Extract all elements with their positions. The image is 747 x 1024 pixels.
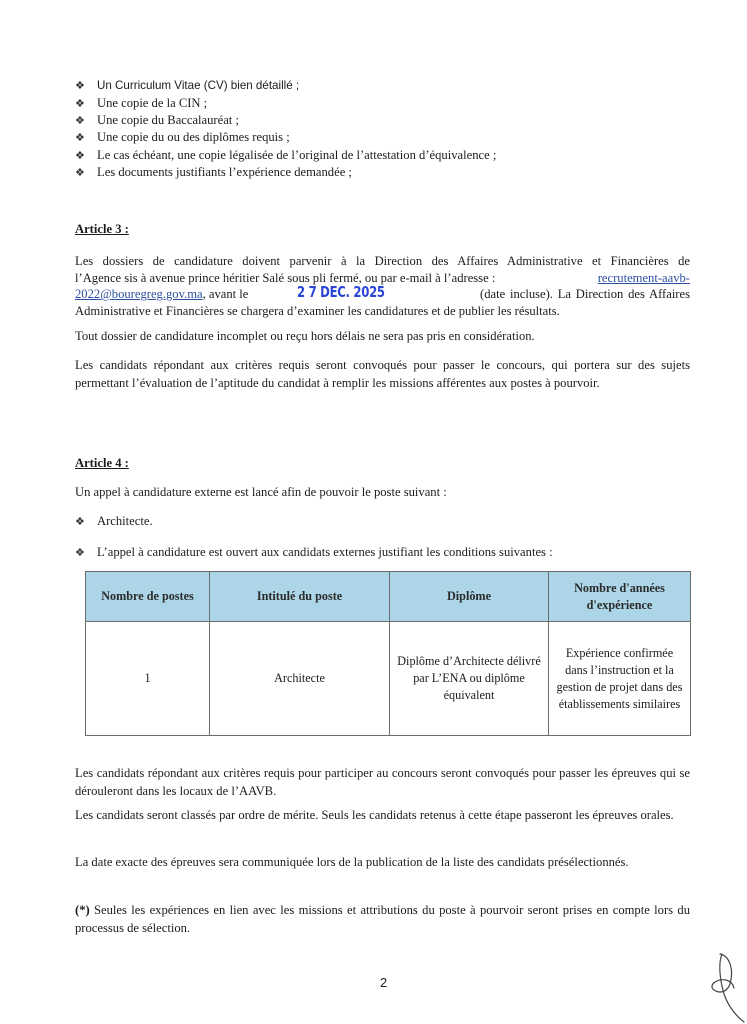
article-3-paragraph-2: Tout dossier de candidature incomplet ou reçu hors délais ne sera pas pris en considération. <box>75 329 535 343</box>
signature-icon <box>700 950 747 1024</box>
list-item: ❖ Une copie du ou des diplômes requis ; <box>75 130 290 145</box>
article-3-paragraph-3: Les candidats répondant aux critères requis seront convoqués pour passer le concours, qui portera sur des sujets permettant l’évaluation de l’aptitude du candidat à remplir les missions afférentes aux postes à pourvoir. <box>75 358 690 391</box>
table-cell: Diplôme d’Architecte délivré par L’ENA ou diplôme équivalent <box>390 622 549 736</box>
article-3-line-2: l’Agence sis à avenue prince héritier Salé sous pli fermé, ou par e-mail à l’adresse : recrutement-aavb- <box>75 269 690 287</box>
table-cell: 1 <box>86 622 210 736</box>
article-4-paragraph-3: La date exacte des épreuves sera communiquée lors de la publication de la liste des candidats présélectionnés. <box>75 855 629 869</box>
list-item: ❖ Les documents justifiants l’expérience demandée ; <box>75 165 352 180</box>
diamond-bullet-icon: ❖ <box>75 516 85 528</box>
diamond-bullet-icon: ❖ <box>75 80 85 93</box>
article-3-line-4: Administrative et Financières se chargera d’examiner les candidatures et de publier les résultats. <box>75 304 560 318</box>
diamond-bullet-icon: ❖ <box>75 132 85 145</box>
article-4-heading: Article 4 : <box>75 456 129 470</box>
table-cell: Expérience confirmée dans l’instruction et la gestion de projet dans des établissements similaires <box>549 622 691 736</box>
diamond-bullet-icon: ❖ <box>75 547 85 559</box>
email-link[interactable]: recrutement-aavb- <box>597 271 690 285</box>
page-number: 2 <box>380 975 388 990</box>
article-3-heading: Article 3 : <box>75 222 129 236</box>
article-3-line-1: Les dossiers de candidature doivent parvenir à la Direction des Affaires Administrative et Financières de <box>75 254 690 268</box>
list-item: ❖ Architecte. <box>75 514 153 528</box>
column-header: Diplôme <box>390 572 549 622</box>
list-item: ❖ Le cas échéant, une copie légalisée de l’original de l’attestation d’équivalence ; <box>75 147 497 162</box>
diamond-bullet-icon: ❖ <box>75 149 85 162</box>
table-row <box>86 622 691 736</box>
column-header: Nombre d'années d'expérience <box>549 572 691 622</box>
requirements-table <box>85 571 691 736</box>
article-3-line-3: 2022@bouregreg.gov.ma, avant le 2 7 DEC. 2025 (date incluse). La Direction des Affaires <box>75 283 690 301</box>
list-item: ❖ Une copie de la CIN ; <box>75 95 208 110</box>
list-item: ❖ Un Curriculum Vitae (CV) bien détaillé ; <box>75 79 300 93</box>
table-header-row <box>86 572 691 622</box>
diamond-bullet-icon: ❖ <box>75 97 85 110</box>
list-item: ❖ L’appel à candidature est ouvert aux candidats externes justifiant les conditions suivantes : <box>75 545 553 559</box>
column-header: Nombre de postes <box>86 572 210 622</box>
article-4-paragraph-2: Les candidats seront classés par ordre de mérite. Seuls les candidats retenus à cette étape passeront les épreuves orales. <box>75 808 674 822</box>
date-stamp: 2 7 DEC. 2025 <box>297 283 385 301</box>
column-header: Intitulé du poste <box>210 572 390 622</box>
table-cell: Architecte <box>210 622 390 736</box>
note-marker: (*) <box>75 903 90 917</box>
article-4-note: (*) Seules les expériences en lien avec les missions et attributions du poste à pourvoir seront prises en compte lors du processus de sélection. <box>75 903 690 936</box>
list-item: ❖ Une copie du Baccalauréat ; <box>75 112 239 127</box>
required-documents-list <box>75 77 496 181</box>
article-4-paragraph-1: Les candidats répondant aux critères requis pour participer au concours seront convoqués pour passer les épreuves qui se dérouleront dans les locaux de l’AAVB. <box>75 766 690 799</box>
diamond-bullet-icon: ❖ <box>75 114 85 127</box>
email-link-continued[interactable]: 2022@bouregreg.gov.ma <box>75 287 203 301</box>
diamond-bullet-icon: ❖ <box>75 167 85 180</box>
article-4-intro: Un appel à candidature externe est lancé afin de pouvoir le poste suivant : <box>75 485 447 499</box>
